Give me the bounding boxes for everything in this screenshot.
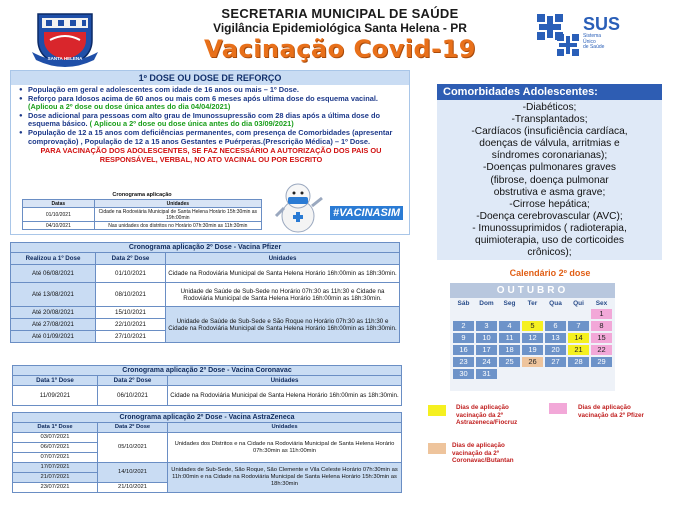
table-row: 07/07/2021: [13, 453, 402, 463]
header-line1: SECRETARIA MUNICIPAL DE SAÚDE: [221, 6, 459, 21]
calendar-day: 6: [545, 321, 566, 331]
calendar-day: 23: [453, 357, 474, 367]
weekday-label: Dom: [479, 300, 494, 307]
table-row: Até 01/09/2021 27/10/2021: [11, 331, 400, 343]
calendar-day: 8: [591, 321, 612, 331]
coronavac-table-title: Cronograma aplicação 2º Dose - Vacina Coronavac: [13, 366, 402, 376]
table-row: 03/07/2021 05/10/2021 Unidades dos Distritos e na Cidade na Rodoviária Municipal de Santa Helena Horário 07h:30min as 11h:00min: [13, 433, 402, 443]
calendar-day: 14: [568, 333, 589, 343]
first-dose-title: 1º DOSE OU DOSE DE REFORÇO: [11, 71, 409, 85]
mini-schedule-table: [22, 199, 262, 230]
calendar-day: 10: [476, 333, 497, 343]
bullet-adolescents: ● População de 12 a 15 anos com deficiências permanentes, com presença de Comorbidades (apresentar comprovação) , População de 12 a 15 anos Gestantes e Puérperas.(Prescrição Médica) – 1º Dose.: [19, 129, 403, 146]
mini-schedule-title: Cronograma aplicação: [112, 192, 172, 198]
october-calendar: [450, 283, 615, 391]
calendar-day: 3: [476, 321, 497, 331]
calendar-empty-cell: [453, 309, 474, 319]
legend-pfizer: Dias de aplicação vacinação da 2º Pfizer: [578, 404, 645, 419]
calendar-day: 27: [545, 357, 566, 367]
list-item: -Cirrose hepática;: [509, 198, 590, 210]
astra-table-title: Cronograma aplicação 2º Dose - Vacina AstraZeneca: [13, 413, 402, 423]
sus-subtext: Sistema Único de Saúde: [583, 33, 605, 50]
weekday-label: Sex: [595, 300, 608, 307]
table-row: 01/10/2021 Cidade na Rodoviária Municipal de Santa Helena Horário 15h:30min as 19h:00min: [23, 208, 262, 222]
first-dose-bullets: [11, 85, 409, 164]
calendar-day: 9: [453, 333, 474, 343]
table-row: 21/07/2021: [13, 473, 402, 483]
sus-wordmark: SUS: [583, 14, 621, 34]
list-item: -Doenças pulmonares graves: [482, 162, 617, 174]
mini-header-dates: Datas: [23, 200, 95, 208]
list-item: síndromes coronarianas);: [491, 150, 608, 162]
calendar-empty-cell: [545, 309, 566, 319]
calendar-day: 21: [568, 345, 589, 355]
legend-astrazeneca: Dias de aplicação vacinação da 2º Astrazeneca/Fiocruz: [456, 404, 518, 426]
table-row: 11/09/2021 06/10/2021 Cidade na Rodoviária Municipal de Santa Helena Horário 16h:00min as 18h:30min.: [13, 386, 402, 406]
list-item: -Doença cerebrovascular (AVC);: [476, 210, 623, 222]
table-row: Até 20/08/2021 15/10/2021 Unidade de Saúde de Sub-Sede e São Roque no Horário 07h:30 as 11h:30 e Cidade na Rodoviária Municipal de Santa Helena Horário 16h:00min as 18h:30min.: [11, 307, 400, 319]
calendar-month: OUTUBRO: [450, 283, 615, 298]
bullet-immunosuppressed: ● Dose adicional para pessoas com alto grau de Imunossupressão com 28 dias após a última dose do esquema básico. ( Aplicou a 2º dose ou dose única antes do dia 03/09/2021): [19, 112, 403, 129]
calendar-day: 26: [522, 357, 543, 367]
legend-coronavac: Dias de aplicação vacinação da 2º Coronavac/Butantan: [452, 442, 514, 464]
table-row: 17/07/2021 14/10/2021 Unidades de Sub-Sede, São Roque, São Clemente e Vila Celeste Horário 07h:30min as 11h:00min e na Cidade na Rodoviária Municipal de Santa Helena Horário 15h:30min as 18h:30min: [13, 463, 402, 473]
weekday-label: Seg: [503, 300, 516, 307]
weekday-label: Qui: [573, 300, 584, 307]
calendar-grid: [450, 298, 615, 379]
calendar-empty-cell: [568, 309, 589, 319]
weekday-label: Qua: [549, 300, 562, 307]
calendar-day: 19: [522, 345, 543, 355]
calendar-day: 22: [591, 345, 612, 355]
table-row: Até 27/08/2021 22/10/2021: [11, 319, 400, 331]
legend-swatch-astrazeneca: [428, 405, 446, 416]
vacinasim-hashtag: #VACINASIM: [330, 206, 403, 220]
calendar-day: 4: [499, 321, 520, 331]
calendar-day: 12: [522, 333, 543, 343]
list-item: -Cardíacos (insuficiência cardíaca,: [471, 126, 628, 138]
comorbidities-list: [437, 100, 662, 259]
calendar-day: 18: [499, 345, 520, 355]
calendar-empty-cell: [499, 309, 520, 319]
calendar-empty-cell: [476, 309, 497, 319]
calendar-day: 17: [476, 345, 497, 355]
table-row: 06/07/2021: [13, 443, 402, 453]
parental-consent-note: PARA VACINAÇÃO DOS ADOLESCENTES, SE FAZ NECESSÁRIO A AUTORIZAÇÃO DOS PAIS OU RESPONSÁVEL, VERBAL, NO ATO VACINAL OU POR ESCRITO: [40, 146, 382, 164]
calendar-day: 20: [545, 345, 566, 355]
calendar-day: 25: [499, 357, 520, 367]
bullet-elderly-booster: ● Reforço para Idosos acima de 60 anos ou mais com 6 meses após ultima dose do esquema vacinal. (Aplicou a 2º dose ou dose única antes do dia 04/04/2021): [19, 95, 403, 112]
bullet-general: ● População em geral e adolescentes com idade de 16 anos ou mais – 1º Dose.: [19, 86, 403, 95]
astrazeneca-schedule-table: Cronograma aplicação 2º Dose - Vacina AstraZeneca Data 1º Dose Data 2º Dose Unidades 03/07/2021 05/10/2021 Unidades dos Distritos e na Cidade na Rodoviária Municipal de Santa Helena Horário 07h:30min as 11h:00min 06/07/2021 07/07/2021 17/07/2021 14/10/2021 Unidades de Sub-Sede, São Roque, São Clemente e Vila Celeste Horário 07h:30min as 11h:00min e na Cidade na Rodoviária Municipal de Santa Helena Horário 15h:30min as 18h:30min 21/07/2021 23/07/2021 21/10/2021: [12, 412, 402, 493]
legend-swatch-coronavac: [428, 443, 446, 454]
legend-swatch-pfizer: [549, 403, 567, 414]
calendar-day: 7: [568, 321, 589, 331]
table-row: Até 13/08/2021 08/10/2021 Unidade de Saúde de Sub-Sede no Horário 07h:30 as 11h:30 e Cidade na Rodoviária Municipal de Santa Helena Horário 16h:00min as 18h:30min.: [11, 283, 400, 307]
list-item: doenças de válvula, arritmias e: [479, 138, 620, 150]
calendar-day: 29: [591, 357, 612, 367]
calendar-day: 16: [453, 345, 474, 355]
list-item: (fibrose, doença pulmonar: [490, 174, 609, 186]
comorbidities-panel: [437, 84, 662, 260]
header-line2: Vigilância Epidemiológica Santa Helena - PR: [213, 21, 467, 35]
weekday-label: Sáb: [457, 300, 470, 307]
calendar-day: 1: [591, 309, 612, 319]
list-item: quimioterapia, uso de corticoides: [475, 235, 624, 247]
calendar-day: 31: [476, 369, 497, 379]
list-item: crônicos);: [527, 247, 572, 259]
weekday-label: Ter: [527, 300, 538, 307]
calendar-empty-cell: [522, 309, 543, 319]
calendar-day: 13: [545, 333, 566, 343]
calendar-day: 30: [453, 369, 474, 379]
page-title: Vacinação Covid-19: [204, 35, 476, 63]
table-row: Até 06/08/2021 01/10/2021 Cidade na Rodoviária Municipal de Santa Helena Horário 16h:00min as 18h:30min.: [11, 265, 400, 283]
calendar-title: Calendário 2º dose: [509, 268, 591, 278]
crest-label: SANTA HELENA: [47, 56, 83, 61]
calendar-day: 28: [568, 357, 589, 367]
calendar-day: 15: [591, 333, 612, 343]
mini-header-units: Unidades: [94, 200, 261, 208]
calendar-day: 24: [476, 357, 497, 367]
pfizer-table-title: Cronograma aplicação 2º Dose - Vacina Pfizer: [11, 243, 400, 253]
table-row: 04/10/2021 Nas unidades dos distritos no Horário 07h:30min as 11h:30min: [23, 222, 262, 230]
coronavac-schedule-table: Cronograma aplicação 2º Dose - Vacina Coronavac Data 1º Dose Data 2º Dose Unidades 11/09/2021 06/10/2021 Cidade na Rodoviária Municipal de Santa Helena Horário 16h:00min as 18h:30min.: [12, 365, 402, 406]
list-item: obstrutiva e asma grave;: [493, 186, 606, 198]
list-item: -Transplantados;: [511, 114, 588, 126]
comorbidities-title: Comorbidades Adolescentes:: [437, 84, 662, 100]
calendar-day: 5: [522, 321, 543, 331]
list-item: - Imunossuprimidos ( radioterapia,: [472, 222, 627, 234]
table-row: 23/07/2021 21/10/2021: [13, 483, 402, 493]
vaccine-mascot-illustration: [268, 176, 328, 234]
calendar-day: 11: [499, 333, 520, 343]
list-item: -Diabéticos;: [522, 102, 577, 113]
page-header: [140, 6, 540, 63]
pfizer-schedule-table: Cronograma aplicação 2º Dose - Vacina Pfizer Realizou a 1º Dose Data 2º Dose Unidades Até 06/08/2021 01/10/2021 Cidade na Rodoviária Municipal de Santa Helena Horário 16h:00min as 18h:30min. Até 13/08/2021 08/10/2021 Unidade de Saúde de Sub-Sede no Horário 07h:30 as 11h:30 e Cidade na Rodoviária Municipal de Santa Helena Horário 16h:00min as 18h:30min. Até 20/08/2021 15/10/2021 Unidade de Saúde de Sub-Sede e São Roque no Horário 07h:30 as 11h:30 e Cidade na Rodoviária Municipal de Santa Helena Horário 16h:00min as 18h:30min. Até 27/08/2021 22/10/2021 Até 01/09/2021 27/10/2021: [10, 242, 400, 343]
calendar-day: 2: [453, 321, 474, 331]
